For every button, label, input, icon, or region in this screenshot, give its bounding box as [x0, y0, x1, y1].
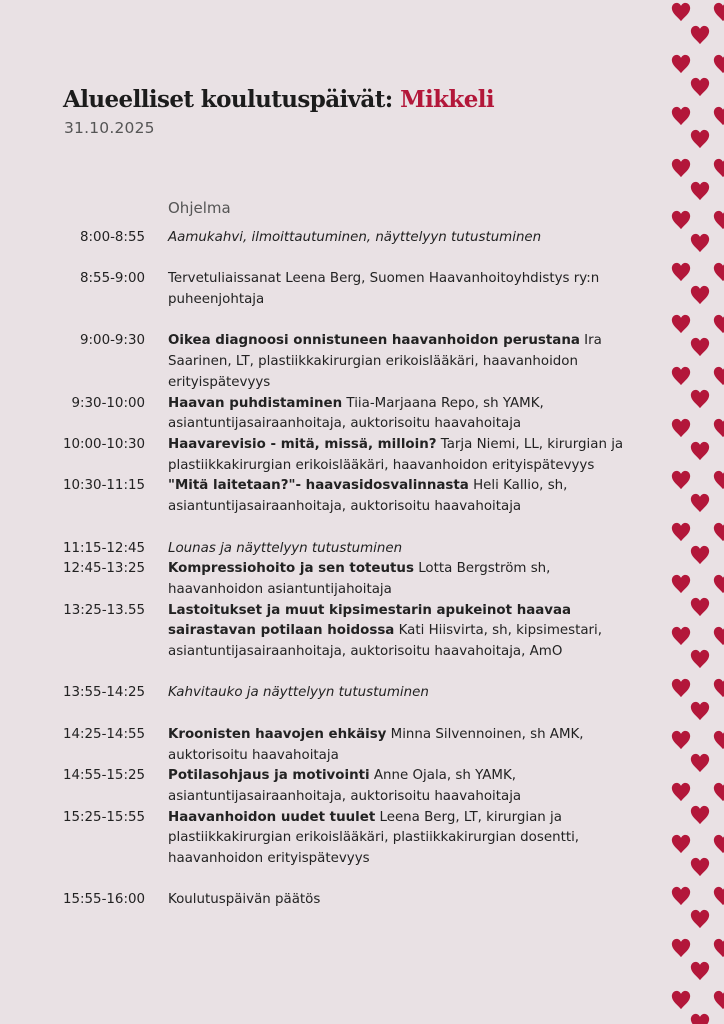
program-description: Lastoitukset ja muut kipsimestarin apukeinot haavaa sairastavan potilaan hoidossa Kati Hiisvirta, sh, kipsimestari, asiantuntijasairaanhoitaja, auktorisoitu haavahoitaja, AmO: [168, 602, 603, 660]
program-time: 13:55-14:25: [62, 685, 145, 701]
program-description: Kroonisten haavojen ehkäisy Minna Silvennoinen, sh AMK, auktorisoitu haavahoitaja: [168, 726, 584, 763]
heart-icon: [670, 573, 692, 595]
heart-icon: [689, 752, 711, 774]
heart-icon: [712, 625, 724, 647]
heart-icon: [670, 313, 692, 335]
program-item: [0, 435, 660, 476]
heart-icon: [670, 469, 692, 491]
program-item: [0, 331, 660, 393]
heart-icon: [670, 885, 692, 907]
section-title: Ohjelma: [168, 199, 231, 217]
program-item: [0, 228, 660, 249]
program-description: Aamukahvi, ilmoittautuminen, näyttelyyn tutustuminen: [168, 230, 542, 245]
program-description: Haavarevisio - mitä, missä, milloin? Tarja Niemi, LL, kirurgian ja plastiikkakirurgian erikoislääkäri, haavanhoidon erityispätevyys: [168, 437, 624, 473]
heart-icon: [689, 1012, 711, 1024]
heart-icon: [670, 53, 692, 75]
program-description: Tervetuliaissanat Leena Berg, Suomen Haavanhoitoyhdistys ry:n puheenjohtaja: [168, 271, 600, 308]
heart-icon: [712, 469, 724, 491]
program-item: [0, 808, 660, 870]
program-item: [0, 269, 660, 310]
program-item: [0, 725, 660, 766]
program-description: "Mitä laitetaan?"- haavasidosvalinnasta Heli Kallio, sh, asiantuntijasairaanhoitaja, auktorisoitu haavahoitaja: [168, 478, 568, 515]
heart-icon: [712, 573, 724, 595]
program-description: Potilasohjaus ja motivointi Anne Ojala, sh YAMK, asiantuntijasairaanhoitaja, auktorisoitu haavahoitaja: [168, 768, 522, 804]
heart-icon: [689, 76, 711, 98]
heart-icon: [670, 365, 692, 387]
heart-icon: [712, 989, 724, 1011]
program-item: [0, 539, 660, 560]
program-time: 9:30-10:00: [71, 395, 145, 411]
heart-icon: [670, 209, 692, 231]
program-item: [0, 394, 660, 435]
heart-icon: [689, 856, 711, 878]
heart-icon: [689, 180, 711, 202]
program-description: Lounas ja näyttelyyn tutustuminen: [168, 540, 403, 556]
program-description: Kahvitauko ja näyttelyyn tutustuminen: [168, 685, 429, 701]
heart-icon: [670, 625, 692, 647]
heart-icon: [712, 729, 724, 751]
heart-icon: [712, 313, 724, 335]
program-time: 9:00-9:30: [80, 333, 145, 349]
heart-icon: [712, 53, 724, 75]
heart-icon: [689, 596, 711, 618]
heart-icon: [712, 261, 724, 283]
program-time: 14:55-15:25: [62, 768, 145, 784]
program-time: 13:25-13.55: [63, 602, 145, 618]
heart-icon: [712, 937, 724, 959]
program-description: Kompressiohoito ja sen toteutus Lotta Bergström sh, haavanhoidon asiantuntijahoitaja: [168, 561, 551, 597]
heart-icon: [689, 284, 711, 306]
program-description: Oikea diagnoosi onnistuneen haavanhoidon perustana Ira Saarinen, LT, plastiikkakirurgian erikoislääkäri, haavanhoidon erityispätevyys: [168, 333, 602, 390]
heart-icon: [670, 729, 692, 751]
heart-icon: [712, 781, 724, 803]
heart-icon: [689, 232, 711, 254]
heart-icon: [670, 157, 692, 179]
program-time: 14:25-14:55: [62, 726, 145, 742]
program-time: 11:15-12:45: [62, 540, 145, 556]
heart-icon: [670, 989, 692, 1011]
heart-icon: [712, 209, 724, 231]
heart-icon: [670, 1, 692, 23]
program-item: [0, 890, 660, 911]
heart-icon: [712, 833, 724, 855]
heart-icon: [689, 804, 711, 826]
program-time: 10:00-10:30: [62, 437, 145, 452]
program-item: [0, 476, 660, 517]
heart-icon: [712, 417, 724, 439]
heart-icon: [712, 521, 724, 543]
program-item: [0, 601, 660, 663]
heart-icon: [712, 105, 724, 127]
event-date: 31.10.2025: [64, 119, 155, 137]
heart-icon: [712, 677, 724, 699]
heart-icon: [670, 781, 692, 803]
title-prefix: Alueelliset koulutuspäivät:: [63, 86, 393, 113]
heart-icon: [670, 937, 692, 959]
page-title: [63, 86, 494, 113]
program-item: [0, 559, 660, 600]
heart-icon: [712, 1, 724, 23]
program-description: Koulutuspäivän päätös: [168, 892, 321, 908]
heart-icon: [689, 908, 711, 930]
heart-icon: [689, 648, 711, 670]
program-description: Haavanhoidon uudet tuulet Leena Berg, LT, kirurgian ja plastiikkakirurgian erikoislääkäri, plastiikkakirurgian dosentti, haavanhoidon erityispätevyys: [168, 809, 580, 867]
program-time: 15:55-16:00: [62, 892, 145, 908]
heart-icon: [670, 105, 692, 127]
heart-icon: [670, 833, 692, 855]
program-item: [0, 683, 660, 704]
heart-icon: [689, 960, 711, 982]
heart-icon: [689, 440, 711, 462]
program-time: 8:55-9:00: [80, 271, 145, 287]
heart-icon: [670, 521, 692, 543]
heart-icon: [689, 336, 711, 358]
program-list: [0, 228, 660, 911]
title-city: Mikkeli: [400, 86, 495, 113]
program-item: [0, 766, 660, 807]
program-time: 12:45-13:25: [62, 561, 145, 577]
heart-icon: [670, 677, 692, 699]
heart-icon: [670, 417, 692, 439]
heart-icon: [670, 261, 692, 283]
program-description: Haavan puhdistaminen Tiia-Marjaana Repo, sh YAMK, asiantuntijasairaanhoitaja, auktorisoitu haavahoitaja: [168, 395, 544, 432]
heart-pattern: [664, 0, 724, 1024]
program-time: 10:30-11:15: [62, 478, 145, 494]
heart-icon: [689, 128, 711, 150]
heart-icon: [689, 24, 711, 46]
heart-icon: [689, 544, 711, 566]
heart-icon: [689, 492, 711, 514]
heart-icon: [712, 157, 724, 179]
heart-icon: [689, 388, 711, 410]
heart-icon: [689, 700, 711, 722]
program-time: 8:00-8:55: [80, 230, 145, 245]
heart-icon: [712, 365, 724, 387]
heart-icon: [712, 885, 724, 907]
program-time: 15:25-15:55: [62, 809, 145, 825]
